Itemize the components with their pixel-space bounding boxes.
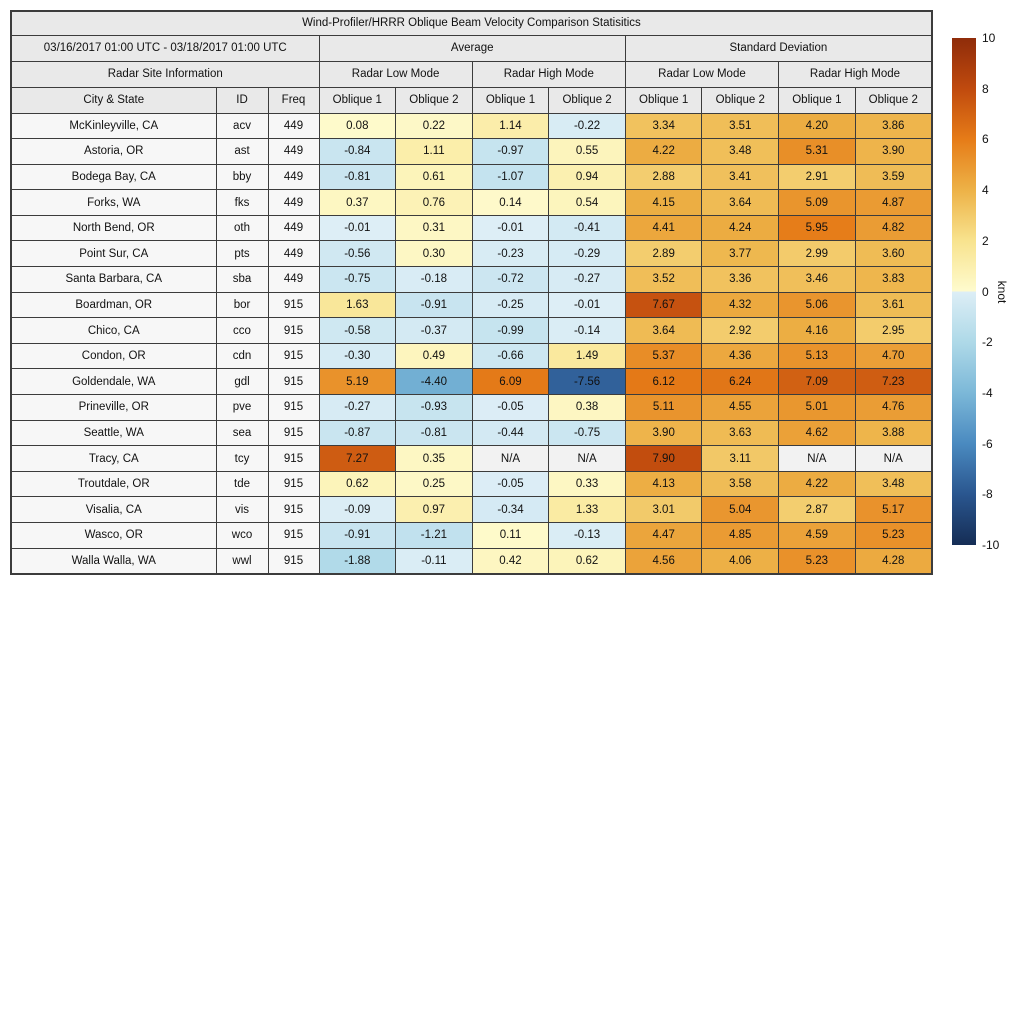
value-cell: 3.58 xyxy=(702,471,779,497)
site-row xyxy=(11,292,932,318)
value-cell: 7.67 xyxy=(625,292,702,318)
colorbar-tick-label: -6 xyxy=(982,436,993,451)
site-id-cell: pts xyxy=(216,241,268,267)
value-cell: N/A xyxy=(779,446,856,472)
value-cell: -0.91 xyxy=(396,292,473,318)
value-cell: N/A xyxy=(549,446,626,472)
site-id-cell: ast xyxy=(216,139,268,165)
value-cell: 0.61 xyxy=(396,164,473,190)
value-cell: -0.75 xyxy=(549,420,626,446)
site-id-cell: sea xyxy=(216,420,268,446)
value-cell: 5.23 xyxy=(855,523,932,549)
value-cell: 5.09 xyxy=(779,190,856,216)
std-deviation-group-header: Standard Deviation xyxy=(625,35,932,61)
avg-low-mode-header: Radar Low Mode xyxy=(319,61,472,87)
site-city-cell: Point Sur, CA xyxy=(11,241,216,267)
site-freq-cell: 915 xyxy=(268,395,319,421)
site-row xyxy=(11,139,932,165)
value-cell: -0.14 xyxy=(549,318,626,344)
value-cell: -7.56 xyxy=(549,369,626,395)
std-high-mode-header: Radar High Mode xyxy=(779,61,932,87)
site-city-cell: Santa Barbara, CA xyxy=(11,267,216,293)
value-cell: 3.01 xyxy=(625,497,702,523)
site-city-cell: Bodega Bay, CA xyxy=(11,164,216,190)
site-freq-cell: 915 xyxy=(268,446,319,472)
value-cell: 0.35 xyxy=(396,446,473,472)
site-freq-cell: 915 xyxy=(268,318,319,344)
value-cell: 3.59 xyxy=(855,164,932,190)
site-id-cell: bor xyxy=(216,292,268,318)
site-freq-cell: 915 xyxy=(268,523,319,549)
site-city-cell: North Bend, OR xyxy=(11,215,216,241)
site-id-cell: vis xyxy=(216,497,268,523)
value-cell: 3.34 xyxy=(625,113,702,139)
colorbar-tick-label: -8 xyxy=(982,487,993,502)
velocity-comparison-table xyxy=(10,10,933,575)
value-cell: 3.51 xyxy=(702,113,779,139)
site-city-cell: Forks, WA xyxy=(11,190,216,216)
colorbar-tick-label: 0 xyxy=(982,284,989,299)
value-cell: 5.37 xyxy=(625,343,702,369)
value-cell: -0.84 xyxy=(319,139,396,165)
colorbar-tick-label: -2 xyxy=(982,335,993,350)
value-cell: 4.06 xyxy=(702,548,779,574)
value-cell: -0.01 xyxy=(319,215,396,241)
value-cell: 5.11 xyxy=(625,395,702,421)
value-cell: -0.41 xyxy=(549,215,626,241)
value-cell: -1.07 xyxy=(472,164,549,190)
value-cell: 3.60 xyxy=(855,241,932,267)
value-cell: 0.37 xyxy=(319,190,396,216)
colorbar-tick-label: 2 xyxy=(982,233,989,248)
value-cell: 3.36 xyxy=(702,267,779,293)
site-freq-cell: 449 xyxy=(268,164,319,190)
site-id-cell: cdn xyxy=(216,343,268,369)
value-cell: 3.88 xyxy=(855,420,932,446)
site-freq-cell: 449 xyxy=(268,241,319,267)
value-cell: 0.54 xyxy=(549,190,626,216)
value-cell: -0.13 xyxy=(549,523,626,549)
site-id-cell: wco xyxy=(216,523,268,549)
value-cell: 3.52 xyxy=(625,267,702,293)
value-cell: 7.90 xyxy=(625,446,702,472)
value-cell: -0.91 xyxy=(319,523,396,549)
freq-column-header: Freq xyxy=(268,87,319,113)
site-city-cell: Goldendale, WA xyxy=(11,369,216,395)
value-cell: 7.09 xyxy=(779,369,856,395)
site-id-cell: tde xyxy=(216,471,268,497)
table-title: Wind-Profiler/HRRR Oblique Beam Velocity Comparison Statisitics xyxy=(11,11,932,35)
value-cell: -1.21 xyxy=(396,523,473,549)
value-cell: 3.48 xyxy=(855,471,932,497)
site-row xyxy=(11,446,932,472)
value-cell: -0.34 xyxy=(472,497,549,523)
site-city-cell: Seattle, WA xyxy=(11,420,216,446)
value-cell: -0.93 xyxy=(396,395,473,421)
oblique-column-header: Oblique 1 xyxy=(472,87,549,113)
value-cell: 1.49 xyxy=(549,343,626,369)
value-cell: 4.16 xyxy=(779,318,856,344)
value-cell: 2.99 xyxy=(779,241,856,267)
value-cell: -0.27 xyxy=(319,395,396,421)
value-cell: 3.90 xyxy=(855,139,932,165)
value-cell: -0.72 xyxy=(472,267,549,293)
value-cell: 4.28 xyxy=(855,548,932,574)
value-cell: 4.36 xyxy=(702,343,779,369)
site-freq-cell: 449 xyxy=(268,215,319,241)
site-city-cell: Visalia, CA xyxy=(11,497,216,523)
value-cell: 4.59 xyxy=(779,523,856,549)
average-group-header: Average xyxy=(319,35,625,61)
value-cell: -0.18 xyxy=(396,267,473,293)
title-row xyxy=(11,11,932,35)
value-cell: 4.87 xyxy=(855,190,932,216)
site-city-cell: Wasco, OR xyxy=(11,523,216,549)
value-cell: 0.33 xyxy=(549,471,626,497)
value-cell: -0.05 xyxy=(472,471,549,497)
site-row xyxy=(11,267,932,293)
colorbar-tick-label: 10 xyxy=(982,31,996,45)
value-cell: 3.90 xyxy=(625,420,702,446)
site-freq-cell: 915 xyxy=(268,343,319,369)
oblique-column-header: Oblique 2 xyxy=(702,87,779,113)
value-cell: -0.58 xyxy=(319,318,396,344)
value-cell: 4.62 xyxy=(779,420,856,446)
site-id-cell: fks xyxy=(216,190,268,216)
value-cell: 0.14 xyxy=(472,190,549,216)
value-cell: 4.47 xyxy=(625,523,702,549)
value-cell: -0.81 xyxy=(396,420,473,446)
colorbar-tick-label: 4 xyxy=(982,183,989,198)
value-cell: 6.09 xyxy=(472,369,549,395)
value-cell: 0.94 xyxy=(549,164,626,190)
value-cell: 0.49 xyxy=(396,343,473,369)
value-cell: 3.48 xyxy=(702,139,779,165)
colorbar-tick-label: 8 xyxy=(982,81,989,96)
value-cell: 5.19 xyxy=(319,369,396,395)
value-cell: -0.01 xyxy=(549,292,626,318)
value-cell: 4.76 xyxy=(855,395,932,421)
value-cell: 1.14 xyxy=(472,113,549,139)
site-row xyxy=(11,164,932,190)
value-cell: -0.22 xyxy=(549,113,626,139)
colorbar-tick-label: -10 xyxy=(982,538,1000,552)
city-state-column-header: City & State xyxy=(11,87,216,113)
site-row xyxy=(11,497,932,523)
site-row xyxy=(11,395,932,421)
value-cell: 0.55 xyxy=(549,139,626,165)
value-cell: -0.01 xyxy=(472,215,549,241)
value-cell: 2.95 xyxy=(855,318,932,344)
site-freq-cell: 449 xyxy=(268,139,319,165)
value-cell: -0.99 xyxy=(472,318,549,344)
value-cell: -0.30 xyxy=(319,343,396,369)
site-id-cell: gdl xyxy=(216,369,268,395)
site-city-cell: McKinleyville, CA xyxy=(11,113,216,139)
value-cell: 6.24 xyxy=(702,369,779,395)
site-row xyxy=(11,369,932,395)
value-cell: 4.85 xyxy=(702,523,779,549)
site-row xyxy=(11,113,932,139)
site-row xyxy=(11,548,932,574)
value-cell: 0.22 xyxy=(396,113,473,139)
value-cell: -1.88 xyxy=(319,548,396,574)
site-row xyxy=(11,523,932,549)
group-header-row xyxy=(11,35,932,61)
site-city-cell: Chico, CA xyxy=(11,318,216,344)
value-cell: 2.88 xyxy=(625,164,702,190)
value-cell: 4.22 xyxy=(779,471,856,497)
value-cell: 4.13 xyxy=(625,471,702,497)
value-cell: N/A xyxy=(855,446,932,472)
value-cell: 4.20 xyxy=(779,113,856,139)
site-city-cell: Troutdale, OR xyxy=(11,471,216,497)
value-cell: 0.30 xyxy=(396,241,473,267)
site-row xyxy=(11,241,932,267)
value-cell: 0.25 xyxy=(396,471,473,497)
oblique-column-header: Oblique 1 xyxy=(779,87,856,113)
site-freq-cell: 915 xyxy=(268,292,319,318)
value-cell: -0.97 xyxy=(472,139,549,165)
mode-header-row xyxy=(11,61,932,87)
value-cell: 4.24 xyxy=(702,215,779,241)
value-cell: 4.82 xyxy=(855,215,932,241)
value-cell: 2.92 xyxy=(702,318,779,344)
site-city-cell: Walla Walla, WA xyxy=(11,548,216,574)
site-id-cell: sba xyxy=(216,267,268,293)
site-id-cell: cco xyxy=(216,318,268,344)
value-cell: 0.62 xyxy=(549,548,626,574)
value-cell: -0.44 xyxy=(472,420,549,446)
site-id-cell: pve xyxy=(216,395,268,421)
value-cell: 5.23 xyxy=(779,548,856,574)
site-city-cell: Astoria, OR xyxy=(11,139,216,165)
site-freq-cell: 915 xyxy=(268,497,319,523)
oblique-column-header: Oblique 2 xyxy=(396,87,473,113)
site-freq-cell: 449 xyxy=(268,267,319,293)
value-cell: -0.25 xyxy=(472,292,549,318)
site-id-cell: oth xyxy=(216,215,268,241)
site-freq-cell: 915 xyxy=(268,471,319,497)
value-cell: 3.61 xyxy=(855,292,932,318)
avg-high-mode-header: Radar High Mode xyxy=(472,61,625,87)
site-row xyxy=(11,420,932,446)
value-cell: 2.87 xyxy=(779,497,856,523)
site-row xyxy=(11,343,932,369)
date-range: 03/16/2017 01:00 UTC - 03/18/2017 01:00 UTC xyxy=(11,35,319,61)
site-freq-cell: 915 xyxy=(268,548,319,574)
site-row xyxy=(11,190,932,216)
value-cell: 0.76 xyxy=(396,190,473,216)
value-cell: 1.11 xyxy=(396,139,473,165)
value-cell: -0.27 xyxy=(549,267,626,293)
value-cell: -0.81 xyxy=(319,164,396,190)
value-cell: 0.11 xyxy=(472,523,549,549)
value-cell: 4.22 xyxy=(625,139,702,165)
value-cell: 3.83 xyxy=(855,267,932,293)
colorbar-unit-label: knot xyxy=(995,280,1009,304)
value-cell: -0.05 xyxy=(472,395,549,421)
oblique-column-header: Oblique 1 xyxy=(625,87,702,113)
site-id-cell: wwl xyxy=(216,548,268,574)
value-cell: -0.29 xyxy=(549,241,626,267)
site-row xyxy=(11,215,932,241)
value-cell: 1.33 xyxy=(549,497,626,523)
value-cell: 3.11 xyxy=(702,446,779,472)
site-freq-cell: 915 xyxy=(268,420,319,446)
value-cell: 5.17 xyxy=(855,497,932,523)
value-cell: -0.11 xyxy=(396,548,473,574)
value-cell: N/A xyxy=(472,446,549,472)
value-cell: 3.64 xyxy=(702,190,779,216)
value-cell: 4.70 xyxy=(855,343,932,369)
colorbar-gradient xyxy=(952,38,976,545)
value-cell: 5.01 xyxy=(779,395,856,421)
value-cell: 0.42 xyxy=(472,548,549,574)
value-cell: 0.08 xyxy=(319,113,396,139)
value-cell: 2.91 xyxy=(779,164,856,190)
colorbar-tick-label: -4 xyxy=(982,385,993,400)
site-id-cell: bby xyxy=(216,164,268,190)
site-city-cell: Boardman, OR xyxy=(11,292,216,318)
value-cell: 5.04 xyxy=(702,497,779,523)
value-cell: -0.37 xyxy=(396,318,473,344)
oblique-column-header: Oblique 2 xyxy=(855,87,932,113)
site-row xyxy=(11,471,932,497)
value-cell: 0.97 xyxy=(396,497,473,523)
value-cell: -4.40 xyxy=(396,369,473,395)
site-id-cell: acv xyxy=(216,113,268,139)
value-cell: 3.64 xyxy=(625,318,702,344)
value-cell: 0.31 xyxy=(396,215,473,241)
value-cell: -0.23 xyxy=(472,241,549,267)
site-id-cell: tcy xyxy=(216,446,268,472)
value-cell: 4.32 xyxy=(702,292,779,318)
value-cell: 5.13 xyxy=(779,343,856,369)
value-cell: -0.56 xyxy=(319,241,396,267)
oblique-column-header: Oblique 2 xyxy=(549,87,626,113)
value-cell: 5.95 xyxy=(779,215,856,241)
value-cell: -0.66 xyxy=(472,343,549,369)
value-cell: 1.63 xyxy=(319,292,396,318)
site-freq-cell: 449 xyxy=(268,113,319,139)
std-low-mode-header: Radar Low Mode xyxy=(625,61,778,87)
value-cell: -0.09 xyxy=(319,497,396,523)
site-info-header: Radar Site Information xyxy=(11,61,319,87)
value-cell: 5.06 xyxy=(779,292,856,318)
id-column-header: ID xyxy=(216,87,268,113)
value-cell: 7.23 xyxy=(855,369,932,395)
value-cell: 4.55 xyxy=(702,395,779,421)
column-header-row xyxy=(11,87,932,113)
value-cell: 3.46 xyxy=(779,267,856,293)
value-cell: 3.63 xyxy=(702,420,779,446)
value-cell: 3.86 xyxy=(855,113,932,139)
site-freq-cell: 449 xyxy=(268,190,319,216)
value-cell: 2.89 xyxy=(625,241,702,267)
value-cell: 5.31 xyxy=(779,139,856,165)
value-cell: -0.75 xyxy=(319,267,396,293)
value-cell: 6.12 xyxy=(625,369,702,395)
value-cell: 3.77 xyxy=(702,241,779,267)
oblique-column-header: Oblique 1 xyxy=(319,87,396,113)
site-freq-cell: 915 xyxy=(268,369,319,395)
site-city-cell: Prineville, OR xyxy=(11,395,216,421)
value-cell: 4.56 xyxy=(625,548,702,574)
value-cell: 3.41 xyxy=(702,164,779,190)
site-row xyxy=(11,318,932,344)
value-cell: 4.41 xyxy=(625,215,702,241)
value-cell: 0.62 xyxy=(319,471,396,497)
value-cell: 7.27 xyxy=(319,446,396,472)
value-cell: 0.38 xyxy=(549,395,626,421)
colorbar-tick-label: 6 xyxy=(982,132,989,147)
site-city-cell: Tracy, CA xyxy=(11,446,216,472)
value-cell: -0.87 xyxy=(319,420,396,446)
site-city-cell: Condon, OR xyxy=(11,343,216,369)
value-cell: 4.15 xyxy=(625,190,702,216)
